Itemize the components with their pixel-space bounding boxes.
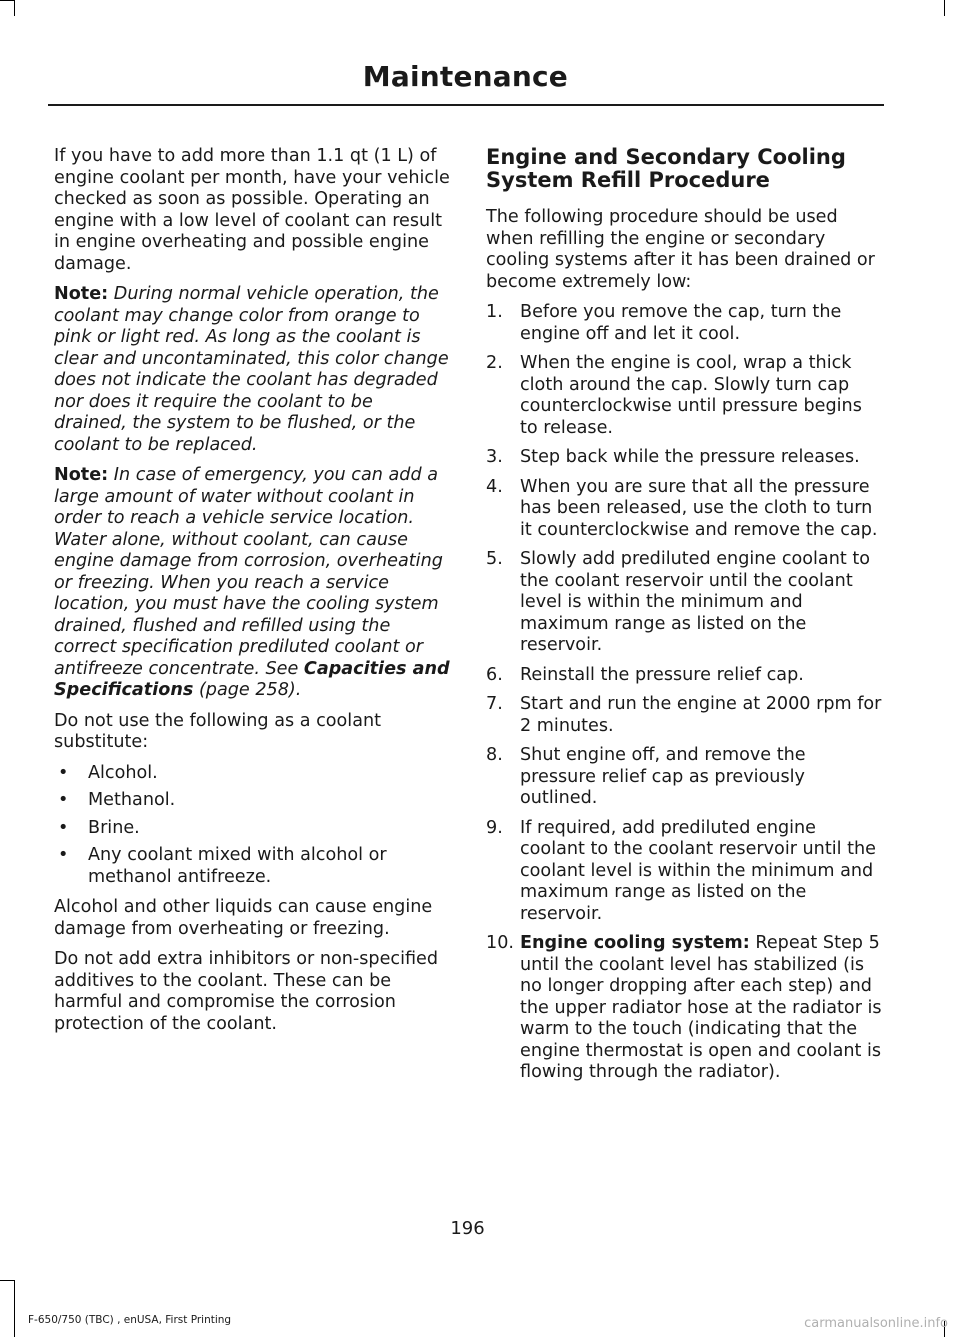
step-label: Engine cooling system:	[520, 933, 750, 953]
coolant-usage-paragraph: If you have to add more than 1.1 qt (1 L) of engine coolant per month, have your vehicle checked as soon as possible. Operating an engine with a low level of coolant can result in engine overheating and possible engine damage.	[54, 146, 450, 274]
note-emergency-water	[54, 465, 450, 702]
crop-mark-top-left	[0, 0, 14, 1]
list-item: 1. Before you remove the cap, turn the engine off and let it cool.	[486, 302, 842, 344]
crop-mark-bottom-left	[14, 1280, 15, 1337]
substitute-list	[54, 763, 450, 889]
crop-mark-bottom-left-horizontal	[0, 1280, 14, 1281]
list-item: 4. When you are sure that all the pressure has been released, use the cloth to turn it counterclockwise and remove the cap.	[486, 476, 878, 540]
procedure-steps	[486, 302, 884, 1084]
list-item: 8. Shut engine off, and remove the pressure relief cap as previously outlined.	[486, 745, 806, 808]
alcohol-warning-paragraph: Alcohol and other liquids can cause engine damage from overheating or freezing.	[54, 897, 433, 939]
list-item: • Brine.	[58, 817, 140, 838]
left-column	[54, 146, 450, 1044]
note-label: Note:	[54, 284, 109, 304]
crop-mark-top-left-vertical	[14, 0, 15, 16]
list-item: 6. Reinstall the pressure relief cap.	[486, 664, 804, 685]
page-header-title: Maintenance	[362, 60, 568, 93]
list-item: 5. Slowly add prediluted engine coolant to the coolant reservoir until the coolant level is within the minimum and maximum range as listed on the reservoir.	[486, 549, 871, 655]
crop-mark-top-right	[944, 0, 945, 16]
list-item: • Methanol.	[58, 790, 176, 810]
header-divider	[48, 104, 884, 106]
right-column	[486, 146, 884, 1092]
watermark: carmanualsonline.info	[804, 1316, 948, 1331]
substitute-intro: Do not use the following as a coolant substitute:	[54, 710, 382, 752]
list-item: 10. Engine cooling system: Repeat Step 5 until the coolant level has stabilized (is no longer dropping after each step) and the upper radiator hose at the radiator is warm to the touch (indicating that the engine thermostat is open and coolant is flowing through the radiator).	[486, 933, 882, 1082]
note-coolant-color	[54, 284, 450, 456]
procedure-intro: The following procedure should be used when refilling the engine or secondary cooling systems after it has been drained or become extremely low:	[486, 207, 875, 292]
list-item: 7. Start and run the engine at 2000 rpm for 2 minutes.	[486, 694, 882, 736]
inhibitors-paragraph: Do not add extra inhibitors or non-specified additives to the coolant. These can be harmful and compromise the corrosion protection of the coolant.	[54, 949, 439, 1034]
footer-edition: F-650/750 (TBC) , enUSA, First Printing	[28, 1314, 232, 1326]
list-item: • Alcohol.	[58, 762, 158, 783]
note-text: In case of emergency, you can add a large amount of water without coolant in order to reach a vehicle service location. Water alone, without coolant, can cause engine damage from corrosion, overheating or freezing. When you reach a service location, you must have the cooling system drained, flushed and refilled using the correct specification prediluted coolant or antifreeze concentrate. See	[54, 465, 443, 679]
section-heading: Engine and Secondary Cooling System Refill Procedure	[486, 145, 846, 192]
list-item: • Any coolant mixed with alcohol or methanol antifreeze.	[58, 845, 387, 887]
list-item: 2. When the engine is cool, wrap a thick cloth around the cap. Slowly turn cap counterclockwise until pressure begins to release.	[486, 353, 862, 438]
page-number: 196	[450, 1218, 485, 1239]
note-label: Note:	[54, 465, 109, 485]
list-item: 9. If required, add prediluted engine coolant to the coolant reservoir until the coolant level is within the minimum and maximum range as listed on the reservoir.	[486, 817, 876, 924]
note-text: During normal vehicle operation, the coolant may change color from orange to pink or light red. As long as the coolant is clear and uncontaminated, this color change does not indicate the coolant has degraded nor does it require the coolant to be drained, the system to be flushed, or the coolant to be replaced.	[54, 284, 449, 455]
capacities-specifications-link[interactable]: Capacities and Specifications	[54, 658, 450, 700]
list-item: 3. Step back while the pressure releases.	[486, 447, 860, 467]
page-reference: (page 258).	[198, 680, 302, 700]
